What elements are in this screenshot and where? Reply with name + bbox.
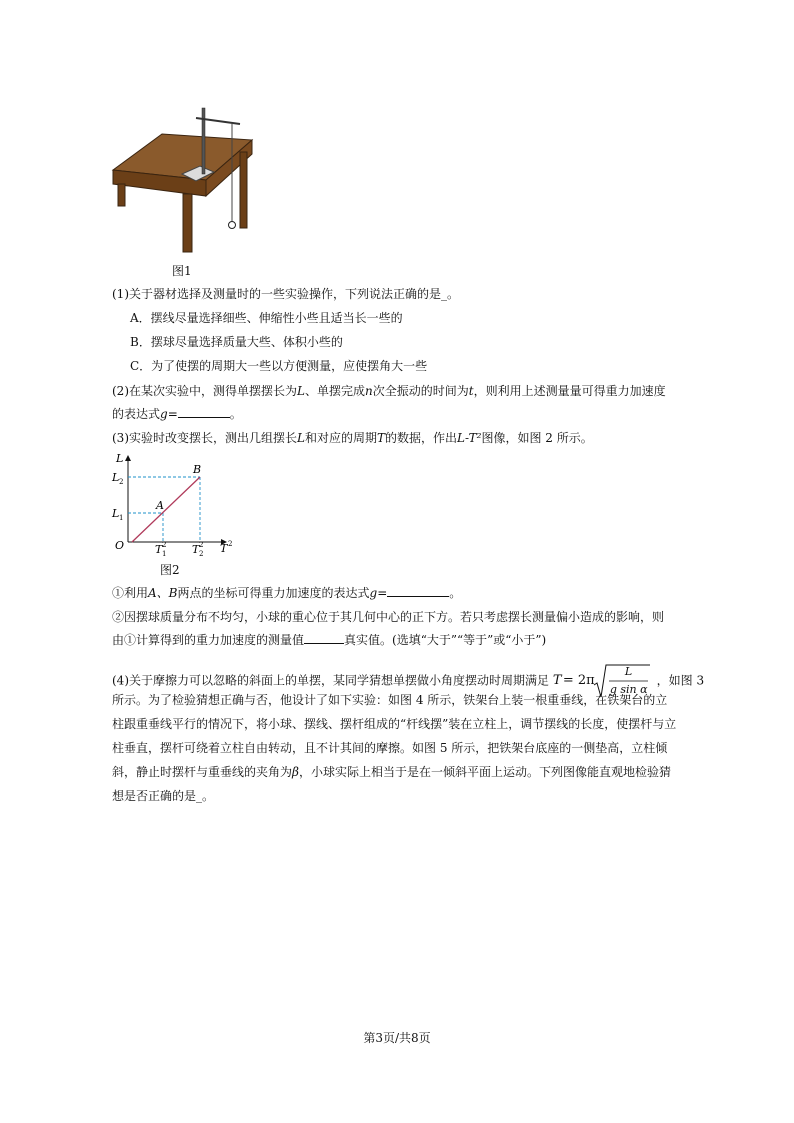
figure-1-illustration [110,104,260,256]
t1-label-sup: 2 [162,541,167,549]
question-4-line-1: (4)关于摩擦力可以忽略的斜面上的单摆，某同学猜想单摆做小角度摆动时周期满足 T = 2π L g sin α ，如图 3 [112,662,704,700]
l2-label-sub: 2 [119,478,124,486]
axis-x-label: T [220,542,228,555]
page-number: 第3页/共8页 [363,1031,431,1045]
question-3-sub-1-blank[interactable] [387,585,449,597]
question-3-sub-1: ①利用A、B两点的坐标可得重力加速度的表达式g= 。 [112,586,462,600]
question-3-sub-2-line-2: 由①计算得到的重力加速度的测量值 真实值。(选填“大于”“等于”或“小于”) [112,633,547,647]
origin-label: O [115,539,125,552]
l1-label-sub: 1 [119,514,124,522]
question-4-line-6: 想是否正确的是_。 [112,789,215,803]
question-2-answer-blank[interactable] [178,406,230,418]
question-2-line-1: (2)在某次实验中，测得单摆摆长为L、单摆完成n次全振动的时间为t，则利用上述测量量可得重力加速度 [112,384,666,398]
question-4-line-4: 柱垂直，摆杆可绕着立柱自由转动，且不计其间的摩擦。如图 5 所示，把铁架台底座的一侧垫高，立柱倾 [112,741,668,755]
question-4-line-5: 斜，静止时摆杆与重垂线的夹角为β，小球实际上相当于是在一倾斜平面上运动。下列图像能直观地检验猜 [112,765,671,779]
question-1-stem: (1)关于器材选择及测量时的一些实验操作，下列说法正确的是_。 [112,287,460,301]
t1-label: T [155,543,163,556]
question-1-blank[interactable]: _ [441,287,448,301]
question-3-sub-2-blank[interactable] [304,632,344,644]
question-4-blank[interactable]: _ [196,789,203,803]
t2-label-sup: 2 [199,541,204,549]
data-line [132,477,200,542]
question-3-line: (3)实验时改变摆长，测出几组摆长L和对应的周期T的数据，作出L-T²图像，如图 2 所示。 [112,431,593,445]
axis-y-label: L [116,452,124,465]
figure-2-graph [108,450,238,556]
question-3-sub-2-line-1: ②因摆球质量分布不均匀，小球的重心位于其几何中心的正下方。若只考虑摆长测量偏小造成的影响，则 [112,610,665,624]
question-2-line-2: 的表达式g= 。 [112,407,242,421]
question-4-line-3: 柱跟重垂线平行的情况下，将小球、摆线、摆杆组成的“杆线摆”装在立柱上，调节摆线的长度，使摆杆与立 [112,717,677,731]
figure-1-caption: 图1 [172,264,192,278]
axis-x-label-sup: 2 [228,540,233,548]
question-1-option-b: B．摆球尽量选择质量大些、体积小些的 [130,335,343,349]
point-b-label: B [193,463,202,476]
question-1-option-c: C．为了使摆的周期大一些以方便测量，应使摆角大一些 [130,359,428,373]
t2-label: T [192,543,200,556]
l2-label: L [112,471,120,484]
point-a-label: A [156,499,164,512]
figure-2-caption: 图2 [160,563,180,577]
question-1-option-a: A．摆线尽量选择细些、伸缩性小些且适当长一些的 [130,311,403,325]
l1-label: L [112,507,120,520]
t2-label-sub: 2 [199,550,204,556]
question-4-line-2: 所示。为了检验猜想正确与否，他设计了如下实验：如图 4 所示，铁架台上装一根重垂线，在铁架台的立 [112,693,668,707]
t1-label-sub: 1 [162,550,167,556]
period-formula: T = 2π L g sin α [553,662,653,700]
